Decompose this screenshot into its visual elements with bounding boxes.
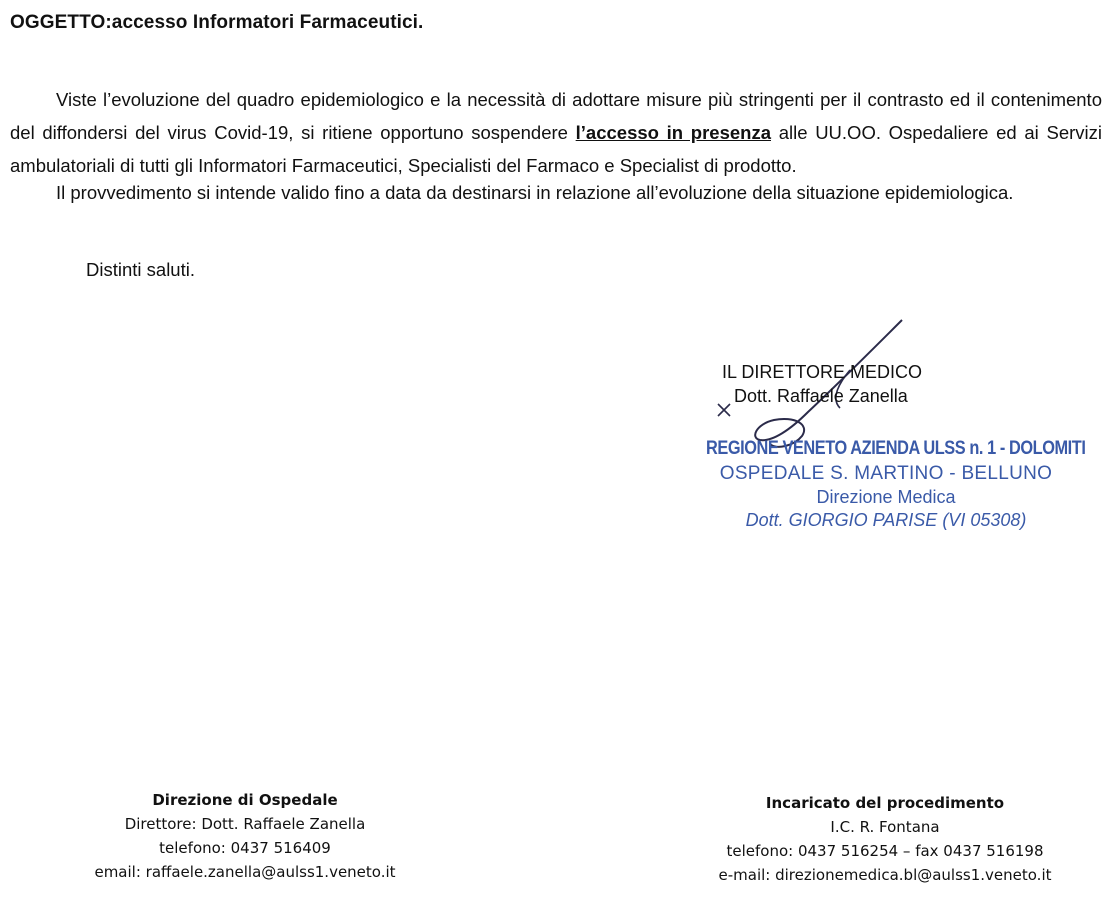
paragraph-1 xyxy=(10,83,1102,182)
closing-greeting: Distinti saluti. xyxy=(86,259,195,280)
official-stamp xyxy=(706,438,1086,531)
paragraph-2: Il provvedimento si intende valido fino a data da destinarsi in relazione all’evoluzione della situazione epidemiologica. xyxy=(56,182,1014,203)
signer-title: IL DIRETTORE MEDICO xyxy=(722,362,923,382)
footer-left-email: email: raffaele.zanella@aulss1.veneto.it xyxy=(94,863,396,881)
footer-right-officer: I.C. R. Fontana xyxy=(830,818,940,836)
footer-left-director: Direttore: Dott. Raffaele Zanella xyxy=(124,815,366,833)
signer-block xyxy=(722,360,922,408)
footer-procedure-officer xyxy=(700,791,1070,887)
signer-name: Dott. Raffaele Zanella xyxy=(734,386,908,406)
document-subject: OGGETTO:accesso Informatori Farmaceutici. xyxy=(10,12,424,33)
footer-left-heading: Direzione di Ospedale xyxy=(152,791,338,809)
footer-right-phone-fax: telefono: 0437 516254 – fax 0437 516198 xyxy=(726,842,1044,860)
footer-right-email: e-mail: direzionemedica.bl@aulss1.veneto.it xyxy=(718,866,1052,884)
stamp-line-department: Direzione Medica xyxy=(816,487,956,507)
footer-left-phone: telefono: 0437 516409 xyxy=(159,839,331,857)
letter-body xyxy=(10,83,1102,209)
paragraph-1-text-end: alle UU.OO. Ospedaliere ed ai Servizi ambulatoriali di tutti gli Informatori Farmaceutici, Specialisti del Farmaco e Specialist di prodotto. xyxy=(10,122,1102,176)
paragraph-1-text-start: Viste l’evoluzione del quadro epidemiologico e la necessità di adottare misure più stringenti per il contrasto ed il contenimento del diffondersi del virus Covid-19, si ritiene opportuno sospendere xyxy=(10,89,1102,143)
emphasized-phrase: l’accesso in presenza xyxy=(575,122,771,143)
footer-hospital-direction xyxy=(70,788,420,884)
stamp-line-doctor: Dott. GIORGIO PARISE (VI 05308) xyxy=(745,510,1027,530)
footer-right-heading: Incaricato del procedimento xyxy=(765,794,1005,812)
stamp-line-hospital: OSPEDALE S. MARTINO - BELLUNO xyxy=(719,463,1053,484)
stamp-line-region: REGIONE VENETO AZIENDA ULSS n. 1 - DOLOMITI xyxy=(706,438,1086,459)
